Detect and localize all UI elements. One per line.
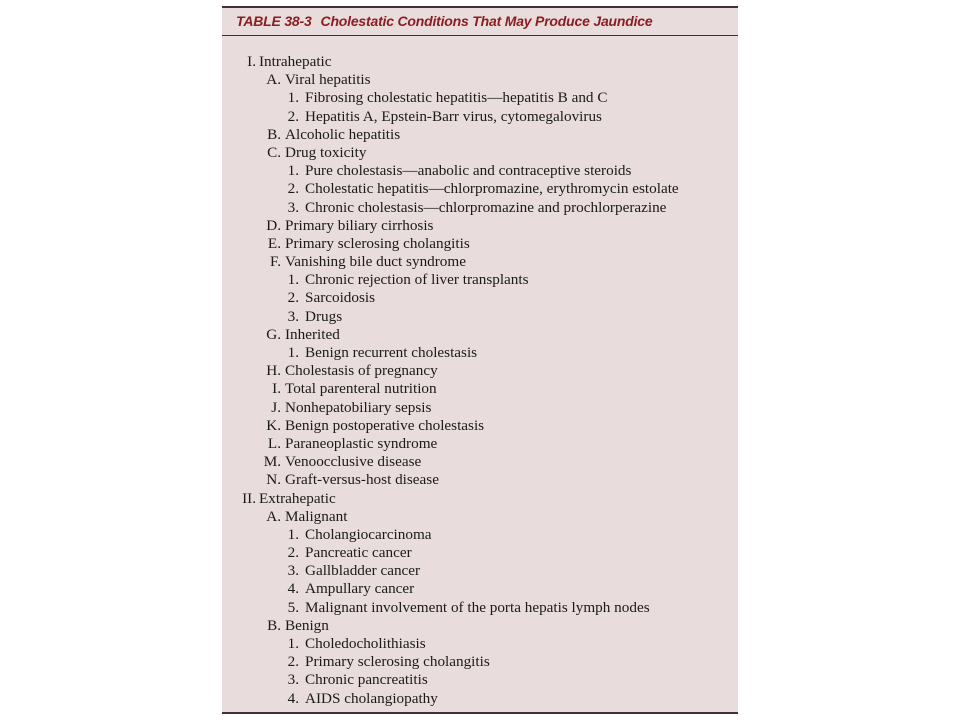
outline-marker: N.: [266, 471, 281, 489]
outline-text: Drug toxicity: [285, 143, 367, 161]
outline-text: Chronic pancreatitis: [305, 671, 428, 689]
outline-text: Vanishing bile duct syndrome: [285, 253, 466, 271]
outline-marker: G.: [266, 325, 281, 343]
outline-text: Total parenteral nutrition: [285, 380, 437, 398]
outline-marker: C.: [267, 143, 281, 161]
outline-marker: D.: [266, 216, 281, 234]
outline-marker: J.: [271, 398, 281, 416]
outline-text: Benign postoperative cholestasis: [285, 416, 485, 434]
outline-marker: 3.: [287, 198, 299, 216]
outline-marker: M.: [263, 453, 281, 471]
outline-text: Pancreatic cancer: [305, 544, 412, 562]
outline-marker: II.: [242, 489, 256, 507]
outline-text: Cholangiocarcinoma: [305, 525, 432, 543]
outline-marker: L.: [267, 434, 281, 452]
outline-text: Chronic rejection of liver transplants: [305, 271, 529, 289]
outline-marker: H.: [266, 362, 281, 380]
outline-marker: 3.: [287, 671, 299, 689]
outline-marker: A.: [266, 507, 281, 525]
outline-marker: B.: [267, 616, 281, 634]
outline-text: Alcoholic hepatitis: [285, 125, 401, 143]
outline-marker: 3.: [287, 562, 299, 580]
outline-text: Extrahepatic: [259, 489, 336, 507]
outline-marker: 1.: [287, 635, 299, 652]
outline-text: Nonhepatobiliary sepsis: [285, 398, 432, 416]
outline-marker: B.: [267, 125, 281, 143]
outline-text: Malignant: [285, 507, 348, 525]
outline-text: AIDS cholangiopathy: [305, 689, 438, 707]
outline-marker: 1.: [287, 162, 299, 180]
outline-text: Chronic cholestasis—chlorpromazine and prochlorperazine: [305, 198, 667, 216]
outline-marker: K.: [266, 416, 281, 434]
outline-text: Fibrosing cholestatic hepatitis—hepatitis B and C: [305, 89, 608, 107]
outline-marker: I.: [272, 380, 281, 398]
outline-marker: 4.: [287, 689, 299, 707]
outline-text: Benign recurrent cholestasis: [305, 344, 478, 361]
outline-marker: 3.: [287, 307, 299, 325]
table-number: TABLE 38-3: [236, 13, 312, 29]
outline-text: Pure cholestasis—anabolic and contraceptive steroids: [305, 162, 632, 180]
outline-marker: 2.: [287, 107, 299, 125]
outline-text: Cholestasis of pregnancy: [285, 362, 438, 380]
outline-text: Malignant involvement of the porta hepatis lymph nodes: [305, 598, 650, 616]
outline-text: Intrahepatic: [259, 53, 332, 70]
outline-marker: 1.: [287, 89, 299, 107]
outline-marker: 2.: [287, 289, 299, 307]
outline-marker: 2.: [287, 653, 299, 671]
outline-text: Ampullary cancer: [305, 580, 415, 598]
outline-marker: A.: [266, 71, 281, 89]
outline-marker: 2.: [287, 544, 299, 562]
outline-text: Primary sclerosing cholangitis: [305, 653, 490, 671]
table-caption: Cholestatic Conditions That May Produce Jaundice: [320, 13, 653, 29]
outline-text: Benign: [285, 616, 329, 634]
outline-text: Sarcoidosis: [305, 289, 376, 307]
outline-text: Cholestatic hepatitis—chlorpromazine, erythromycin estolate: [305, 180, 679, 198]
outline-text: Venoocclusive disease: [285, 453, 422, 471]
outline-marker: 4.: [287, 580, 299, 598]
table-title: [222, 8, 738, 36]
outline-text: Drugs: [305, 307, 343, 325]
outline-marker: 1.: [287, 344, 299, 361]
outline-text: Inherited: [285, 325, 340, 343]
outline-text: Choledocholithiasis: [305, 635, 426, 652]
outline-text: Graft-versus-host disease: [285, 471, 439, 489]
outline-text: Viral hepatitis: [285, 71, 371, 89]
outline-text: Primary biliary cirrhosis: [285, 216, 434, 234]
outline-marker: E.: [267, 234, 281, 252]
outline-marker: 1.: [287, 271, 299, 289]
table-panel: [222, 6, 738, 714]
outline-marker: I.: [247, 53, 256, 70]
outline-text: Primary sclerosing cholangitis: [285, 234, 470, 252]
outline-text: Gallbladder cancer: [305, 562, 421, 580]
outline-marker: 2.: [287, 180, 299, 198]
outline-marker: 1.: [287, 525, 299, 543]
outline-text: Paraneoplastic syndrome: [285, 434, 438, 452]
outline-marker: 5.: [287, 598, 299, 616]
outline-text: Hepatitis A, Epstein-Barr virus, cytomegalovirus: [305, 107, 602, 125]
outline-marker: F.: [269, 253, 281, 271]
